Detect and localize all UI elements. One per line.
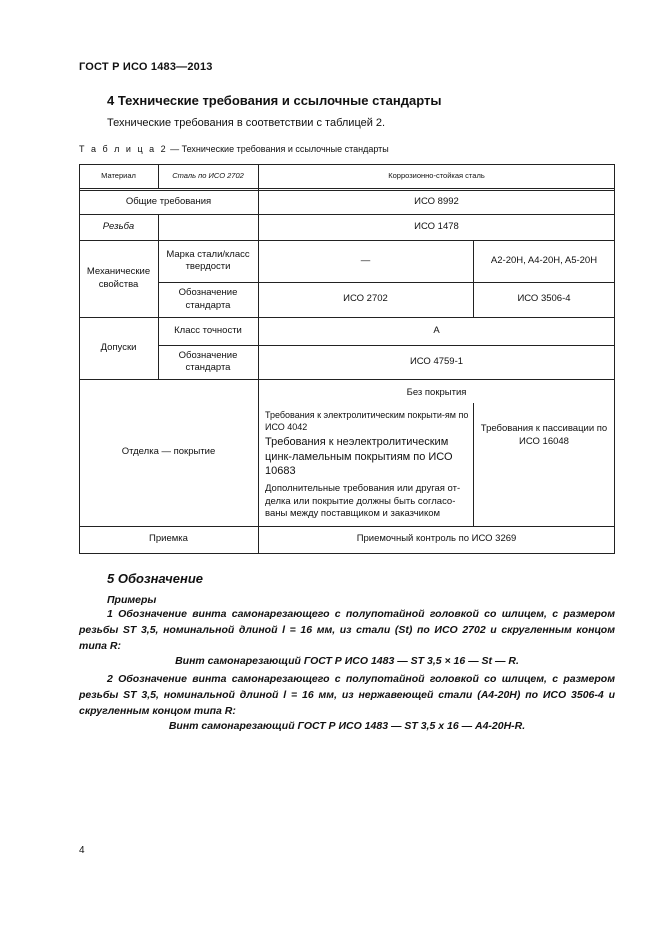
table-caption-text: — Технические требования и ссылочные стандарты bbox=[167, 144, 389, 154]
mech-standard-stainless: ИСО 3506-4 bbox=[517, 293, 571, 305]
row-finish-label: Отделка — покрытие bbox=[121, 446, 216, 458]
page-number: 4 bbox=[79, 845, 85, 856]
example-1-designation: Винт самонарезающий ГОСТ Р ИСО 1483 — ST 3,5 × 16 — St — R. bbox=[175, 655, 519, 667]
row-general-value: ИСО 8992 bbox=[414, 195, 459, 207]
table-caption bbox=[79, 144, 389, 154]
header-stainless: Коррозионно-стойкая сталь bbox=[388, 171, 485, 181]
examples-label: Примеры bbox=[107, 594, 157, 606]
tol-standard-label: Обозначение стандарта bbox=[178, 349, 238, 373]
row-acceptance-label: Приемка bbox=[149, 533, 188, 545]
row-thread-label: Резьба bbox=[102, 220, 135, 232]
tol-standard-value: ИСО 4759-1 bbox=[409, 355, 464, 367]
finish-nonelectrolytic: Требования к неэлектролитическим цинк-ламельным покрытиям по ИСО 10683 bbox=[265, 435, 453, 478]
section-4-intro: Технические требования в соответствии с таблицей 2. bbox=[107, 117, 386, 129]
section-5-title: 5 Обозначение bbox=[107, 571, 203, 586]
example-2-text: 2 Обозначение винта самонарезающего с полупотайной головкой со шлицем, с размером резьбы ST 3,5, номинальной длиной l = 16 мм, из нержавеющей стали (А4-20Н) по ИСО 3506-4 и скругленным концом типа R: bbox=[79, 673, 615, 717]
section-4-title: 4 Технические требования и ссылочные стандарты bbox=[107, 93, 442, 108]
row-mechanical-label: Механические свойства bbox=[86, 266, 151, 290]
row-tolerances-label: Допуски bbox=[100, 341, 137, 353]
row-acceptance-value: Приемочный контроль по ИСО 3269 bbox=[356, 533, 517, 545]
tol-class-label: Класс точности bbox=[174, 324, 242, 336]
mech-standard-steel: ИСО 2702 bbox=[343, 293, 388, 305]
tol-class-value: A bbox=[433, 324, 440, 336]
table-label: Т а б л и ц а 2 bbox=[79, 144, 168, 154]
requirements-table bbox=[79, 164, 615, 554]
finish-other: Дополнительные требования или другая от-делка или покрытие должны быть согласо-ваны между поставщиком и заказчиком bbox=[265, 482, 461, 520]
mech-standard-label: Обозначение стандарта bbox=[178, 287, 238, 311]
finish-passivation: Требования к пассивации по ИСО 16048 bbox=[480, 423, 608, 447]
finish-none: Без покрытия bbox=[406, 386, 467, 398]
mech-grade-label: Марка стали/класс твердости bbox=[166, 248, 250, 272]
example-2-designation: Винт самонарезающий ГОСТ Р ИСО 1483 — ST 3,5 х 16 — А4-20Н-R. bbox=[168, 720, 526, 732]
document-header: ГОСТ Р ИСО 1483—2013 bbox=[79, 61, 213, 73]
row-general-label: Общие требования bbox=[125, 195, 212, 207]
mech-grade-steel: — bbox=[360, 254, 371, 266]
header-material: Материал bbox=[101, 171, 136, 181]
example-1-text: 1 Обозначение винта самонарезающего с полупотайной головкой со шлицем, с размером резьбы ST 3,5, номинальной длиной l = 16 мм, из стали (St) по ИСО 2702 и скругленным концом типа R: bbox=[79, 608, 615, 652]
header-steel: Сталь по ИСО 2702 bbox=[172, 171, 244, 181]
mech-grade-stainless: A2-20H, A4-20H, A5-20H bbox=[490, 254, 598, 266]
finish-electrolytic: Требования к электролитическим покрыти-ям по ИСО 4042 bbox=[265, 410, 469, 432]
row-thread-value: ИСО 1478 bbox=[414, 220, 459, 232]
